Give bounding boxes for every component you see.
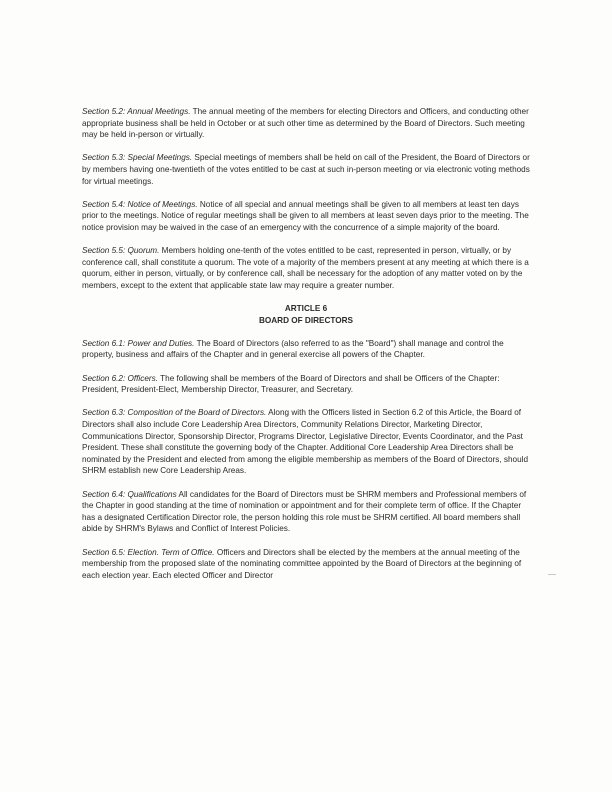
article-number: ARTICLE 6 — [284, 304, 328, 314]
section-body: The annual meeting of the members for electing Directors and Officers, and conducting other appropriate business shall be held in October or at such other time as determined by the Board of Directors. Such meeting may be held in-person or virtually. — [82, 107, 529, 140]
article-heading — [82, 303, 530, 326]
section-5-5 — [82, 245, 530, 291]
section-6-5 — [82, 547, 530, 582]
section-heading: Section 5.4: Notice of Meetings. — [82, 199, 198, 209]
section-body: The Board of Directors (also referred to as the "Board") shall manage and control the property, business and affairs of the Chapter and in general exercise all powers of the Chapter. — [82, 338, 504, 360]
section-body: Notice of all special and annual meetings shall be given to all members at least ten days prior to the meetings. Notice of regular meetings shall be given to all members at least seven days prior to the meeting. The notice provision may be waived in the case of an emergency with the concurrence of a simple majority of the board. — [82, 199, 529, 232]
section-body: Special meetings of members shall be held on call of the President, the Board of Directors or by members having one-twentieth of the votes entitled to be cast at such in-person meeting or via electronic voting methods for virtual meetings. — [82, 153, 530, 186]
section-heading: Section 6.3: Composition of the Board of Directors. — [82, 408, 267, 418]
section-heading: Section 6.2: Officers. — [82, 373, 158, 383]
section-6-4 — [82, 489, 530, 535]
section-heading: Section 5.3: Special Meetings. — [82, 153, 193, 163]
section-body: The following shall be members of the Board of Directors and shall be Officers of the Chapter: President, President-Elect, Membership Director, Treasurer, and Secretary. — [82, 373, 500, 395]
section-5-4 — [82, 199, 530, 234]
section-body: Members holding one-tenth of the votes entitled to be cast, represented in person, virtually, or by conference call, shall constitute a quorum. The vote of a majority of the members present at any meeting at which there is a quorum, either in person, virtually, or by conference call, shall be necessary for the adoption of any matter voted on by the members, except to the extent that applicable state law may require a greater number. — [82, 246, 529, 290]
section-6-3 — [82, 407, 530, 477]
section-heading: Section 5.2: Annual Meetings. — [82, 107, 191, 116]
section-5-2 — [82, 106, 530, 141]
section-heading: Section 6.4: Qualifications — [82, 489, 177, 499]
article-title: BOARD OF DIRECTORS — [258, 315, 353, 325]
section-5-3 — [82, 152, 530, 187]
section-body: Along with the Officers listed in Section 6.2 of this Article, the Board of Directors shall also include Core Leadership Area Directors, Community Relations Director, Marketing Director, Communications Director, Sponsorship Director, Programs Director, Legislative Director, Events Coordinator, and the Past President. These shall constitute the governing body of the Chapter. Additional Core Leadership Area Directors shall be nominated by the President and elected from among the eligible membership as members of the Board of Directors, should SHRM establish new Core Leadership Areas. — [82, 408, 528, 476]
document-page — [82, 106, 530, 593]
section-heading: Section 6.1: Power and Duties. — [82, 338, 195, 348]
section-6-1 — [82, 338, 530, 361]
section-heading: Section 6.5: Election. Term of Office. — [82, 547, 215, 557]
section-body: Officers and Directors shall be elected by the members at the annual meeting of the membership from the proposed slate of the nominating committee appointed by the Board of Directors at the beginning of each election year. Each elected Officer and Director — [82, 547, 522, 580]
section-heading: Section 5.5: Quorum. — [82, 246, 160, 256]
section-6-2 — [82, 373, 530, 396]
scan-mark — [548, 574, 556, 575]
section-body: All candidates for the Board of Directors must be SHRM members and Professional members of the Chapter in good standing at the time of nomination or appointment and for their complete term of office. If the Chapter has a designated Certification Director role, the person holding this role must be SHRM certified. All board members shall abide by SHRM's Bylaws and Conflict of Interest Policies. — [82, 489, 527, 534]
